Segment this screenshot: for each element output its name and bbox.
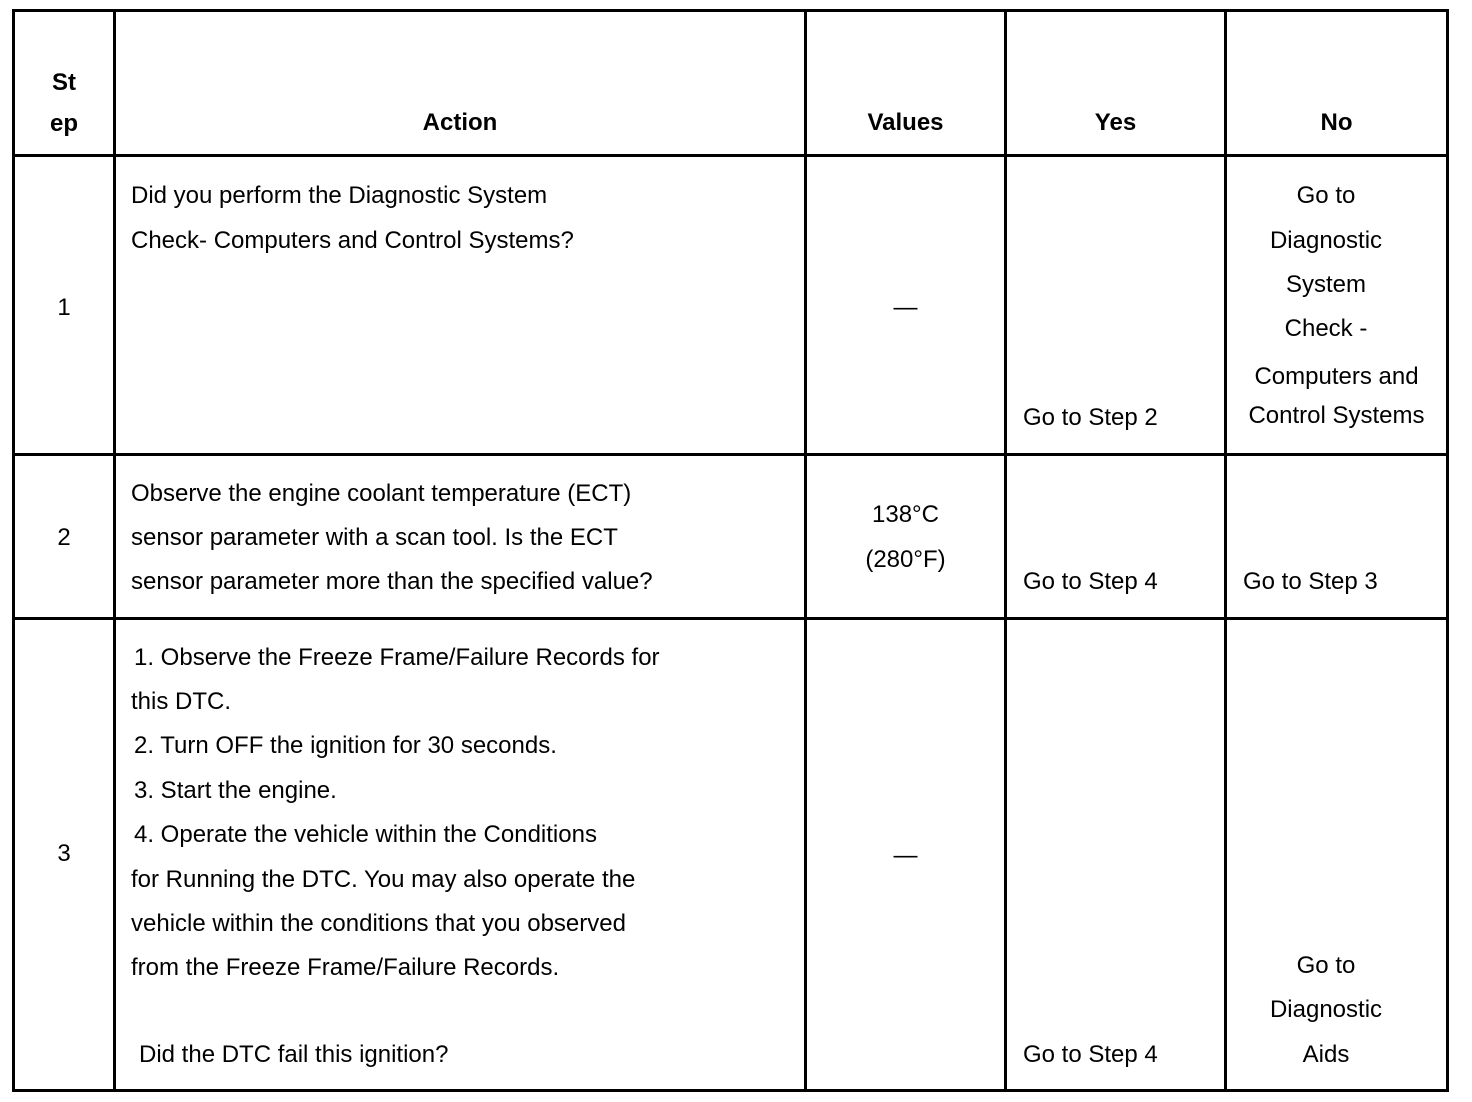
action-line: Check- Computers and Control Systems?	[131, 227, 574, 254]
no-outcome-line: Go to	[1296, 952, 1356, 979]
column-divider-yes	[1224, 9, 1227, 1092]
column-divider-step	[113, 9, 116, 1092]
value-dash: —	[893, 294, 918, 321]
yes-outcome: Go to Step 4	[1023, 568, 1158, 595]
header-step-cont: ep	[49, 110, 78, 137]
action-line: 3. Start the engine.	[134, 777, 337, 804]
value-dash: —	[893, 842, 918, 869]
header-yes: Yes	[1094, 109, 1137, 136]
action-line: from the Freeze Frame/Failure Records.	[131, 954, 560, 981]
diagnostic-table	[12, 9, 1449, 1092]
step-number: 1	[57, 294, 71, 321]
header-no: No	[1320, 109, 1353, 136]
no-outcome-line: Diagnostic	[1269, 996, 1383, 1023]
no-outcome-line: Computers and	[1254, 363, 1419, 390]
no-outcome-line: Check -	[1284, 315, 1368, 342]
action-line: 4. Operate the vehicle within the Conditions	[134, 821, 597, 848]
row-divider-1	[12, 453, 1449, 456]
step-number: 3	[57, 840, 71, 867]
header-action: Action	[422, 109, 498, 136]
table-border-bottom	[12, 1089, 1449, 1092]
action-question: Did the DTC fail this ignition?	[139, 1041, 449, 1068]
no-outcome-line: System	[1285, 271, 1366, 298]
action-line: Did you perform the Diagnostic System	[131, 182, 548, 209]
action-line: sensor parameter more than the specified value?	[131, 568, 653, 595]
yes-outcome: Go to Step 2	[1023, 404, 1158, 431]
action-line: 2. Turn OFF the ignition for 30 seconds.	[134, 732, 557, 759]
action-line: sensor parameter with a scan tool. Is the ECT	[131, 524, 618, 551]
action-line: vehicle within the conditions that you observed	[131, 910, 626, 937]
row-divider-2	[12, 617, 1449, 620]
no-outcome: Go to Step 3	[1243, 568, 1378, 595]
table-border-right	[1446, 9, 1449, 1092]
action-line: 1. Observe the Freeze Frame/Failure Records for	[134, 644, 660, 671]
no-outcome-line: Aids	[1302, 1041, 1350, 1068]
action-line: for Running the DTC. You may also operate the	[131, 866, 636, 893]
yes-outcome: Go to Step 4	[1023, 1041, 1158, 1068]
no-outcome-line: Go to	[1296, 182, 1356, 209]
step-number: 2	[57, 524, 71, 551]
action-line: this DTC.	[131, 688, 232, 715]
header-divider	[12, 154, 1449, 157]
table-border-top	[12, 9, 1449, 12]
column-divider-values	[1004, 9, 1007, 1092]
no-outcome-line: Control Systems	[1248, 402, 1425, 429]
header-values: Values	[867, 109, 944, 136]
value-celsius: 138°C	[872, 501, 939, 528]
no-outcome-line: Diagnostic	[1269, 227, 1383, 254]
header-step: St	[52, 69, 76, 96]
action-line: Observe the engine coolant temperature (ECT)	[131, 480, 632, 507]
value-fahrenheit: (280°F)	[865, 546, 946, 573]
